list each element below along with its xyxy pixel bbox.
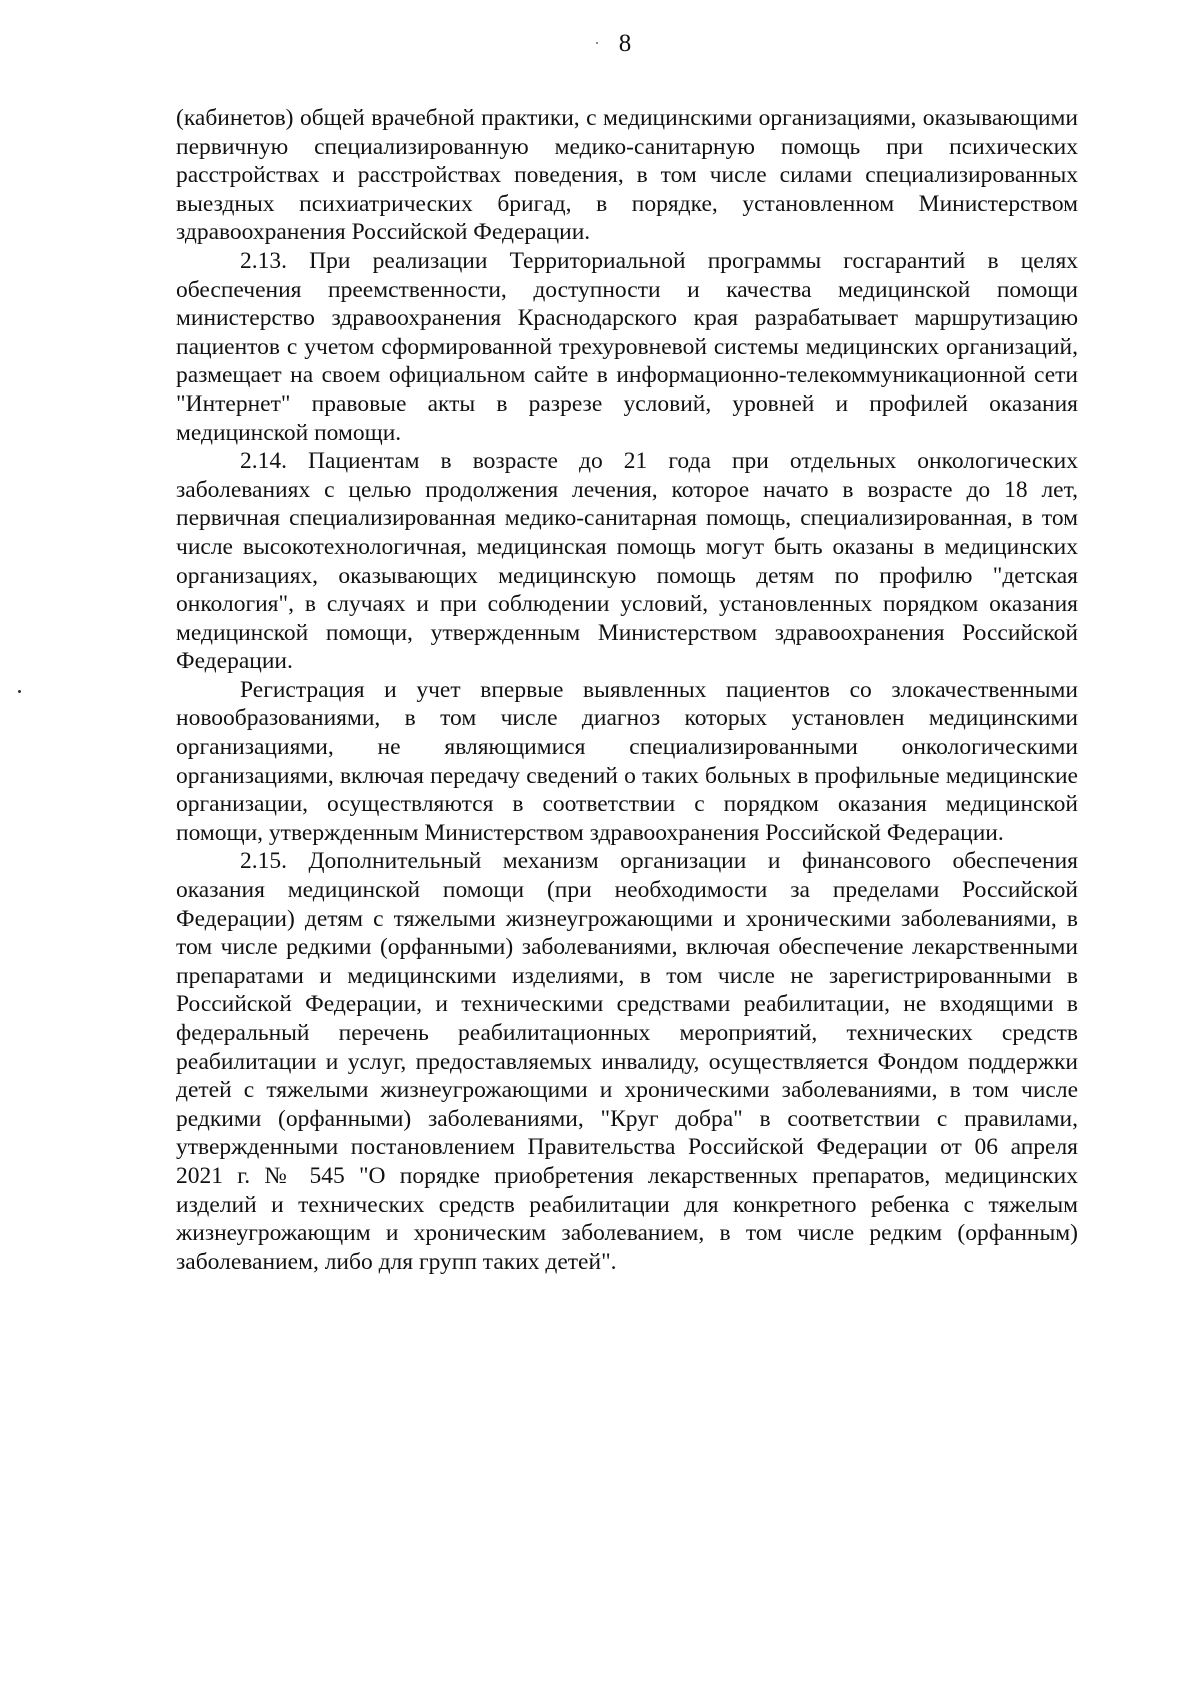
scan-speck [18,690,21,693]
paragraph-2-15: 2.15. Дополнительный механизм организации и финансового обеспечения оказания медицинской помощи (при необходимости за пределами Российской Федерации) детям с тяжелыми жизнеугрожающими и хроническими заболеваниями, в том числе редкими (орфанными) заболеваниями, включая обеспечение лекарственными препаратами и медицинскими изделиями, в том числе не зарегистрированными в Российской Федерации, и техническими средствами реабилитации, не входящими в федеральный перечень реабилитационных мероприятий, технических средств реабилитации и услуг, предоставляемых инвалиду, осуществляется Фондом поддержки детей с тяжелыми жизнеугрожающими и хроническими заболеваниями, в том числе редкими (орфанными) заболеваниями, "Круг добра" в соответствии с правилами, утвержденными постановлением Правительства Российской Федерации от 06 апреля 2021 г. № 545 "О порядке приобретения лекарственных препаратов, медицинских изделий и технических средств реабилитации для конкретного ребенка с тяжелым жизнеугрожающим и хроническим заболеванием, в том числе редким (орфанным) заболеванием, либо для групп таких детей". [176,848,1078,1275]
paragraph-2-13: 2.13. При реализации Территориальной программы госгарантий в целях обеспечения преемственности, доступности и качества медицинской помощи министерство здравоохранения Краснодарского края разрабатывает маршрутизацию пациентов с учетом сформированной трехуровневой системы медицинских организаций, размещает на своем официальном сайте в информационно-телекоммуникационной сети "Интернет" правовые акты в разрезе условий, уровней и профилей оказания медицинской помощи. [176,247,1078,446]
page-number: 8 [618,30,632,57]
document-body [176,104,1078,1276]
scan-speck [596,42,598,44]
paragraph-continuation: (кабинетов) общей врачебной практики, с медицинскими организациями, оказывающими первичную специализированную медико-санитарную помощь при психических расстройствах и расстройствах поведения, в том числе силами специализированных выездных психиатрических бригад, в порядке, установленном Министерством здравоохранения Российской Федерации. [176,105,1078,246]
paragraph-registration: Регистрация и учет впервые выявленных пациентов со злокачественными новообразованиями, в том числе диагноз которых установлен медицинскими организациями, не являющимися специализированными онкологическими организациями, включая передачу сведений о таких больных в профильные медицинские организации, осуществляются в соответствии с порядком оказания медицинской помощи, утвержденным Министерством здравоохранения Российской Федерации. [176,676,1078,846]
paragraph-2-14: 2.14. Пациентам в возрасте до 21 года при отдельных онкологических заболеваниях с целью продолжения лечения, которое начато в возрасте до 18 лет, первичная специализированная медико-санитарная помощь, специализированная, в том числе высокотехнологичная, медицинская помощь могут быть оказаны в медицинских организациях, оказывающих медицинскую помощь детям по профилю "детская онкология", в случаях и при соблюдении условий, установленных порядком оказания медицинской помощи, утвержденным Министерством здравоохранения Российской Федерации. [176,448,1078,675]
